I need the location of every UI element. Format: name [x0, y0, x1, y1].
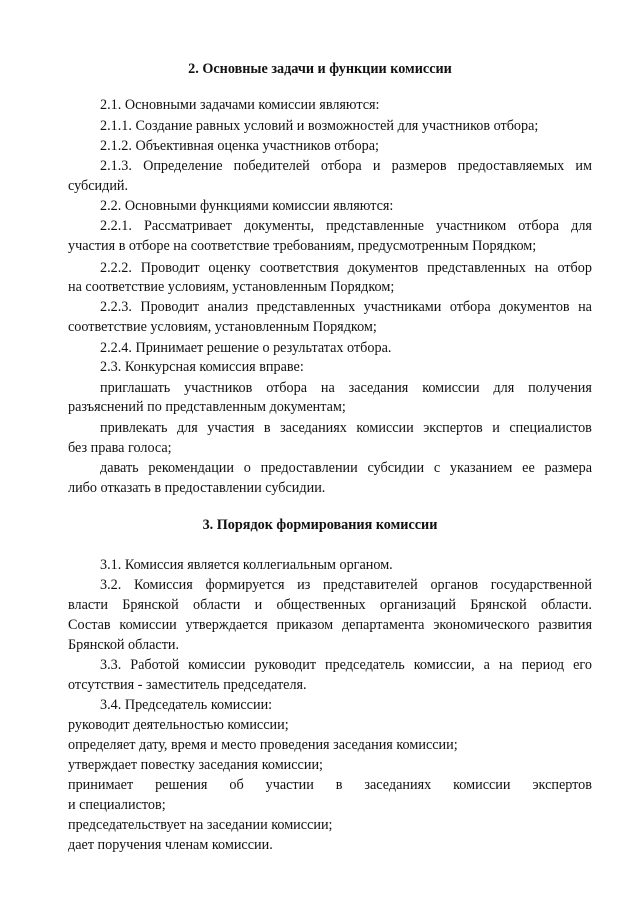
word: давать [100, 460, 139, 476]
word: развития [538, 617, 592, 633]
word: его [573, 657, 592, 673]
word: области. [540, 597, 592, 613]
word: Брянской [470, 597, 527, 613]
word: субсидии [367, 460, 425, 476]
word: отбора [266, 380, 307, 396]
word: 2.1.3. [100, 158, 132, 174]
word: заседаниях [280, 420, 347, 436]
word: департамента [341, 617, 425, 633]
paragraph-line: дает поручения членам комиссии. [68, 837, 273, 853]
word: 2.2.1. [100, 218, 132, 234]
word: на [578, 299, 592, 315]
paragraph-line: 3.4. Председатель комиссии: [100, 697, 273, 713]
paragraph-line [68, 775, 592, 795]
word: в [335, 777, 343, 793]
word: документов [499, 299, 570, 315]
word: размеров [391, 158, 447, 174]
word: отбора [449, 299, 491, 315]
word: привлекать [100, 420, 168, 436]
word: Комиссия [133, 577, 193, 593]
paragraph-line [100, 258, 592, 278]
word: отбора [320, 158, 362, 174]
paragraph-line: либо отказать в предоставлении субсидии. [68, 480, 326, 496]
word: и [254, 597, 263, 613]
word: комиссии [356, 420, 414, 436]
word: победителей [233, 158, 310, 174]
word: из [297, 577, 311, 593]
word: представленных [256, 299, 356, 315]
word: им [575, 158, 592, 174]
word: размера [544, 460, 592, 476]
word: отбор [557, 260, 592, 276]
word: анализ [207, 299, 249, 315]
paragraph-line [68, 615, 592, 635]
word: участником [436, 218, 507, 234]
paragraph-line: 2.2. Основными функциями комиссии являются: [100, 198, 394, 214]
paragraph-line: и специалистов; [68, 797, 166, 813]
paragraph-line [100, 297, 592, 317]
word: 2.2.3. [100, 299, 132, 315]
paragraph-line [68, 595, 592, 615]
paragraph-line: председательствует на заседании комиссии; [68, 817, 333, 833]
word: соответствия [259, 260, 339, 276]
paragraph-line [100, 156, 592, 176]
paragraph-line: 2.2.4. Принимает решение о результатах отбора. [100, 340, 392, 356]
word: принимает [68, 777, 134, 793]
word: участников [184, 380, 253, 396]
word: оценку [208, 260, 251, 276]
word: приглашать [100, 380, 171, 396]
word: представленные [326, 218, 424, 234]
word: указанием [449, 460, 513, 476]
word: комиссии [119, 617, 177, 633]
word: и [492, 420, 500, 436]
paragraph-line: Брянской области. [68, 637, 180, 653]
word: предоставлении [260, 460, 358, 476]
word: Проводит [140, 260, 200, 276]
paragraph-line [100, 655, 592, 675]
paragraph-line: разъяснений по представленным документам; [68, 399, 346, 415]
word: власти [68, 597, 108, 613]
word: формируется [205, 577, 285, 593]
paragraph-line: 3.1. Комиссия является коллегиальным органом. [100, 557, 393, 573]
word: отбора [518, 218, 560, 234]
word: государственной [490, 577, 592, 593]
word: предоставляемых [457, 158, 565, 174]
paragraph-line [100, 418, 592, 438]
word: на [320, 380, 335, 396]
paragraph-line: утверждает повестку заседания комиссии; [68, 757, 323, 773]
word: с [433, 460, 441, 476]
word: рекомендации [148, 460, 234, 476]
word: руководит [254, 657, 317, 673]
paragraph-line: субсидий. [68, 178, 129, 194]
word: представленных [427, 260, 526, 276]
word: на [534, 260, 549, 276]
paragraph-line [100, 216, 592, 236]
word: заседания [348, 380, 409, 396]
section-2-heading: 2. Основные задачи и функции комиссии [188, 61, 452, 77]
word: Брянской [122, 597, 179, 613]
paragraph-line: 2.1. Основными задачами комиссии являются: [100, 97, 380, 113]
paragraph-line: на соответствие условиям, установленным Порядком; [68, 279, 395, 295]
word: председатель [324, 657, 405, 673]
paragraph-line: определяет дату, время и место проведения заседания комиссии; [68, 737, 458, 753]
word: приказом [276, 617, 334, 633]
paragraph-line [100, 458, 592, 478]
word: Проводит [140, 299, 200, 315]
word: экспертов [423, 420, 483, 436]
word: 2.2.2. [100, 260, 132, 276]
word: области [192, 597, 241, 613]
word: комиссии [422, 380, 480, 396]
word: экономического [433, 617, 530, 633]
word: утверждается [185, 617, 268, 633]
word: органов [430, 577, 479, 593]
paragraph-line: отсутствия - заместитель председателя. [68, 677, 307, 693]
word: решения [155, 777, 208, 793]
word: документов [347, 260, 419, 276]
section-3-heading: 3. Порядок формирования комиссии [202, 517, 438, 533]
word: представителей [323, 577, 418, 593]
paragraph-line: без права голоса; [68, 440, 172, 456]
word: 3.3. [100, 657, 122, 673]
word: Определение [143, 158, 223, 174]
word: Рассматривает [143, 218, 232, 234]
word: для [571, 218, 592, 234]
paragraph-line: 2.3. Конкурсная комиссия вправе: [100, 359, 304, 375]
word: период [521, 657, 565, 673]
word: об [229, 777, 244, 793]
word: комиссии [453, 777, 511, 793]
word: о [243, 460, 251, 476]
word: заседаниях [364, 777, 432, 793]
word: экспертов [532, 777, 592, 793]
paragraph-line: руководит деятельностью комиссии; [68, 717, 289, 733]
word: комиссии, [413, 657, 475, 673]
paragraph-line: соответствие условиям, установленным Порядком; [68, 319, 377, 335]
word: для [176, 420, 198, 436]
word: участия [207, 420, 255, 436]
word: Состав [68, 617, 111, 633]
word: а [483, 657, 490, 673]
word: документы, [243, 218, 315, 234]
word: получения [528, 380, 592, 396]
word: общественных [276, 597, 366, 613]
word: и [372, 158, 381, 174]
paragraph-line: участия в отборе на соответствие требованиям, предусмотренным Порядком; [68, 238, 537, 254]
word: ее [522, 460, 535, 476]
word: для [493, 380, 515, 396]
paragraph-line [100, 378, 592, 398]
word: комиссии [188, 657, 246, 673]
paragraph-line [100, 575, 592, 595]
word: Работой [130, 657, 180, 673]
word: в [263, 420, 271, 436]
word: специалистов [509, 420, 592, 436]
word: участниками [363, 299, 442, 315]
word: участии [265, 777, 314, 793]
paragraph-line: 2.1.1. Создание равных условий и возможностей для участников отбора; [100, 118, 539, 134]
word: организаций [379, 597, 456, 613]
word: 3.2. [100, 577, 122, 593]
word: на [498, 657, 513, 673]
paragraph-line: 2.1.2. Объективная оценка участников отбора; [100, 138, 379, 154]
